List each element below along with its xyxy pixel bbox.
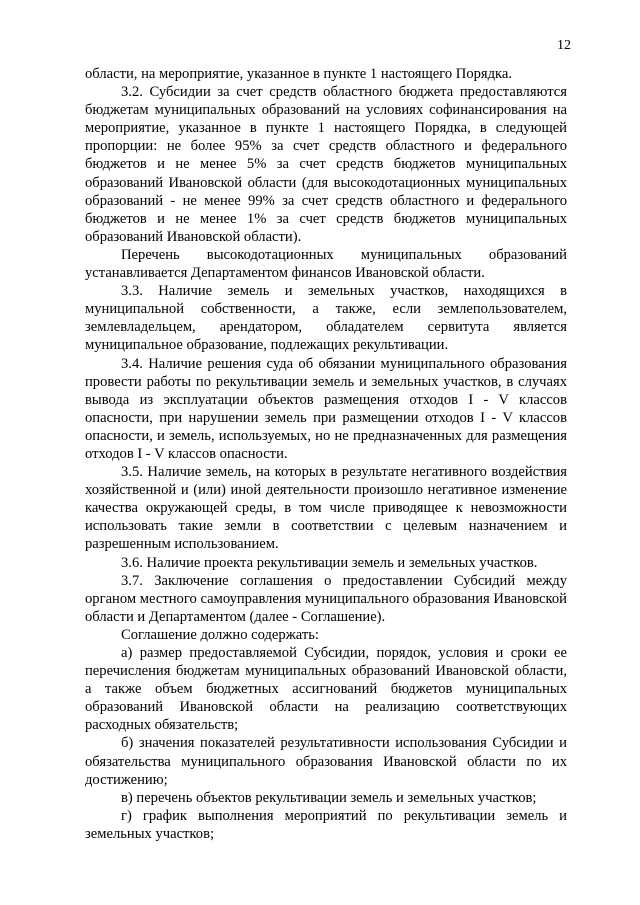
list-item-v: в) перечень объектов рекультивации земель и земельных участков; xyxy=(121,789,537,806)
list-item-b: б) значения показателей результативности использования Субсидии и обязательства муниципального образования Ивановской области по их достижению; xyxy=(85,735,567,788)
list-item-a: а) размер предоставляемой Субсидии, порядок, условия и сроки ее перечисления бюджетам муниципальных образований Ивановской области, а также объем бюджетных ассигнований бюджетов муниципальных образований Ивановской области на реализацию соответствующих расходных обязательств; xyxy=(85,645,567,734)
paragraph-3-7: 3.7. Заключение соглашения о предоставлении Субсидий между органом местного самоуправления муниципального образования Ивановской области и Департаментом (далее - Соглашение). xyxy=(85,572,567,625)
paragraph-3-2: 3.2. Субсидии за счет средств областного бюджета предоставляются бюджетам муниципальных образований на условиях софинансирования на мероприятие, указанное в пункте 1 настоящего Порядка, в следующей пропорции: не более 95% за счет средств областного и федерального бюджетов и не менее 5% за счет средств бюджетов муниципальных образований Ивановской области (для высокодотационных муниципальных образований - не менее 99% за счет средств областного и федерального бюджетов и не менее 1% за счет средств бюджетов муниципальных образований Ивановской области). xyxy=(85,84,567,245)
paragraph-3-3: 3.3. Наличие земель и земельных участков, находящихся в муниципальной собственности, а также, если землепользователем, землевладельцем, арендатором, обладателем сервитута является муниципальное образование, подлежащих рекультивации. xyxy=(85,283,567,354)
paragraph-3-6: 3.6. Наличие проекта рекультивации земель и земельных участков. xyxy=(121,554,538,571)
paragraph-3-5: 3.5. Наличие земель, на которых в результате негативного воздействия хозяйственной и (или) иной деятельности произошло негативное изменение качества окружающей среды, в том числе приводящее к невозможности использовать такие земли в соответствии с целевым назначением и разрешенным использованием. xyxy=(85,464,567,553)
page-number: 12 xyxy=(557,38,571,53)
paragraph-3-4: 3.4. Наличие решения суда об обязании муниципального образования провести работы по рекультивации земель и земельных участков, в случаях вывода из эксплуатации объектов размещения отходов I - V классов опасности, при нарушении земель при размещении отходов I - V классов опасности, и земель, используемых, но не предназначенных для размещения отходов I - V классов опасности. xyxy=(85,355,567,462)
list-item-g: г) график выполнения мероприятий по рекультивации земель и земельных участков; xyxy=(85,807,567,842)
document-body xyxy=(85,65,567,843)
paragraph-continuation: области, на мероприятие, указанное в пункте 1 настоящего Порядка. xyxy=(85,66,513,82)
paragraph-list-of-municipalities: Перечень высокодотационных муниципальных образований устанавливается Департаментом финансов Ивановской области. xyxy=(85,246,567,282)
paragraph-agreement-contents: Соглашение должно содержать: xyxy=(121,626,319,643)
